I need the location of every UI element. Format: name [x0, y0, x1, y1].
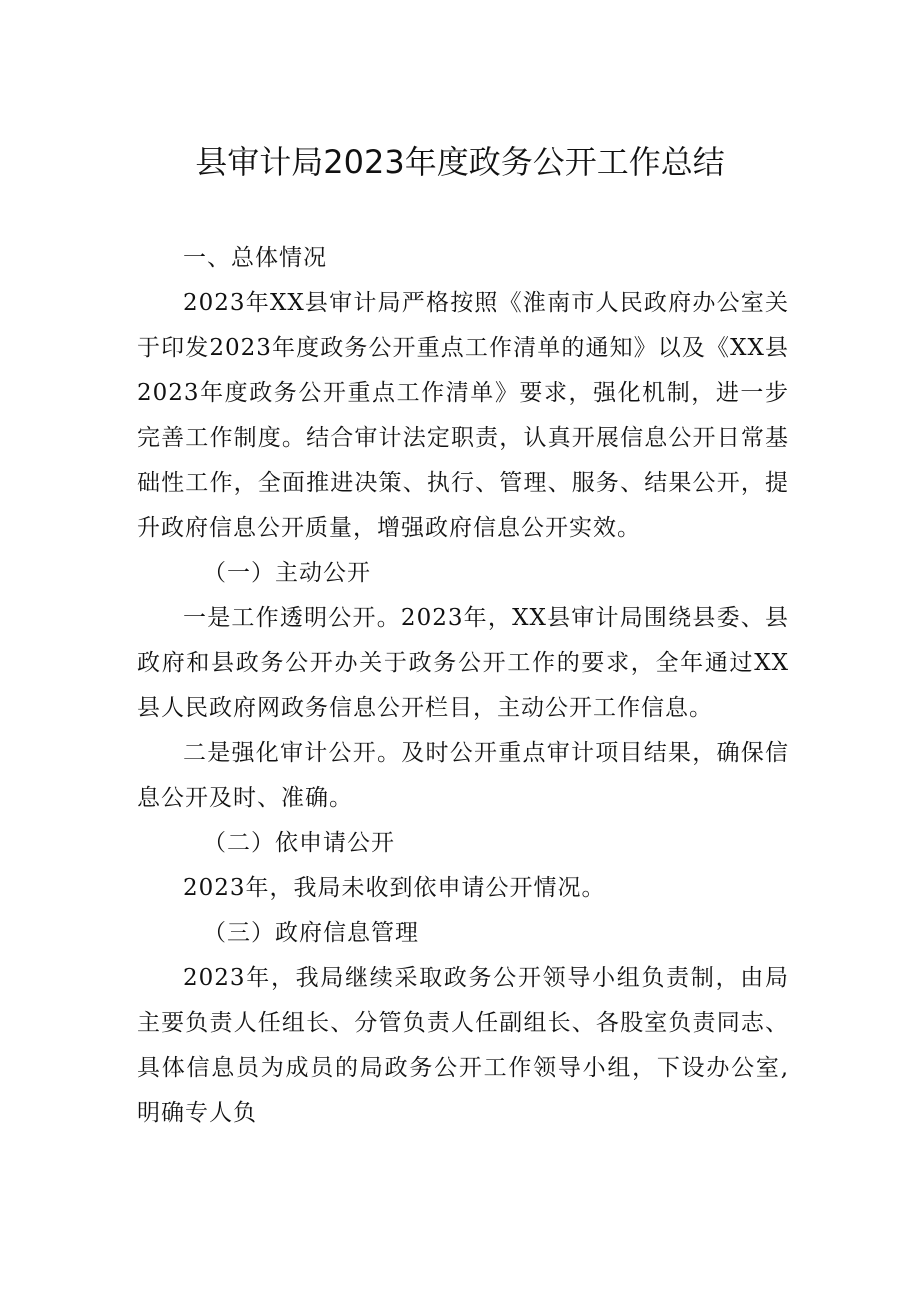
- intro-paragraph: 2023年XX县审计局严格按照《淮南市人民政府办公室关于印发2023年度政务公开重点工作清单的通知》以及《XX县2023年度政务公开重点工作清单》要求，强化机制，进一步完善工作制度。结合审计法定职责，认真开展信息公开日常基础性工作，全面推进决策、执行、管理、服务、结果公开，提升政府信息公开质量，增强政府信息公开实效。: [137, 290, 789, 541]
- proactive-paragraph-2: 二是强化审计公开。及时公开重点审计项目结果，确保信息公开及时、准确。: [137, 740, 789, 811]
- request-paragraph: 2023年，我局未收到依申请公开情况。: [183, 875, 606, 901]
- subsection-heading-request: （二）依申请公开: [203, 830, 395, 856]
- proactive-paragraph-1: 一是工作透明公开。2023年，XX县审计局围绕县委、县政府和县政务公开办关于政务公开工作的要求，全年通过XX县人民政府网政务信息公开栏目，主动公开工作信息。: [137, 605, 789, 721]
- subsection-heading-proactive: （一）主动公开: [203, 560, 371, 586]
- section-heading-overview: 一、总体情况: [183, 245, 327, 271]
- document-body: [137, 236, 789, 1136]
- management-paragraph: 2023年，我局继续采取政务公开领导小组负责制，由局主要负责人任组长、分管负责人任副组长、各股室负责同志、具体信息员为成员的局政务公开工作领导小组，下设办公室,明确专人负: [137, 965, 789, 1126]
- document-title: 县审计局2023年度政务公开工作总结: [195, 143, 725, 181]
- subsection-heading-management: （三）政府信息管理: [203, 920, 419, 946]
